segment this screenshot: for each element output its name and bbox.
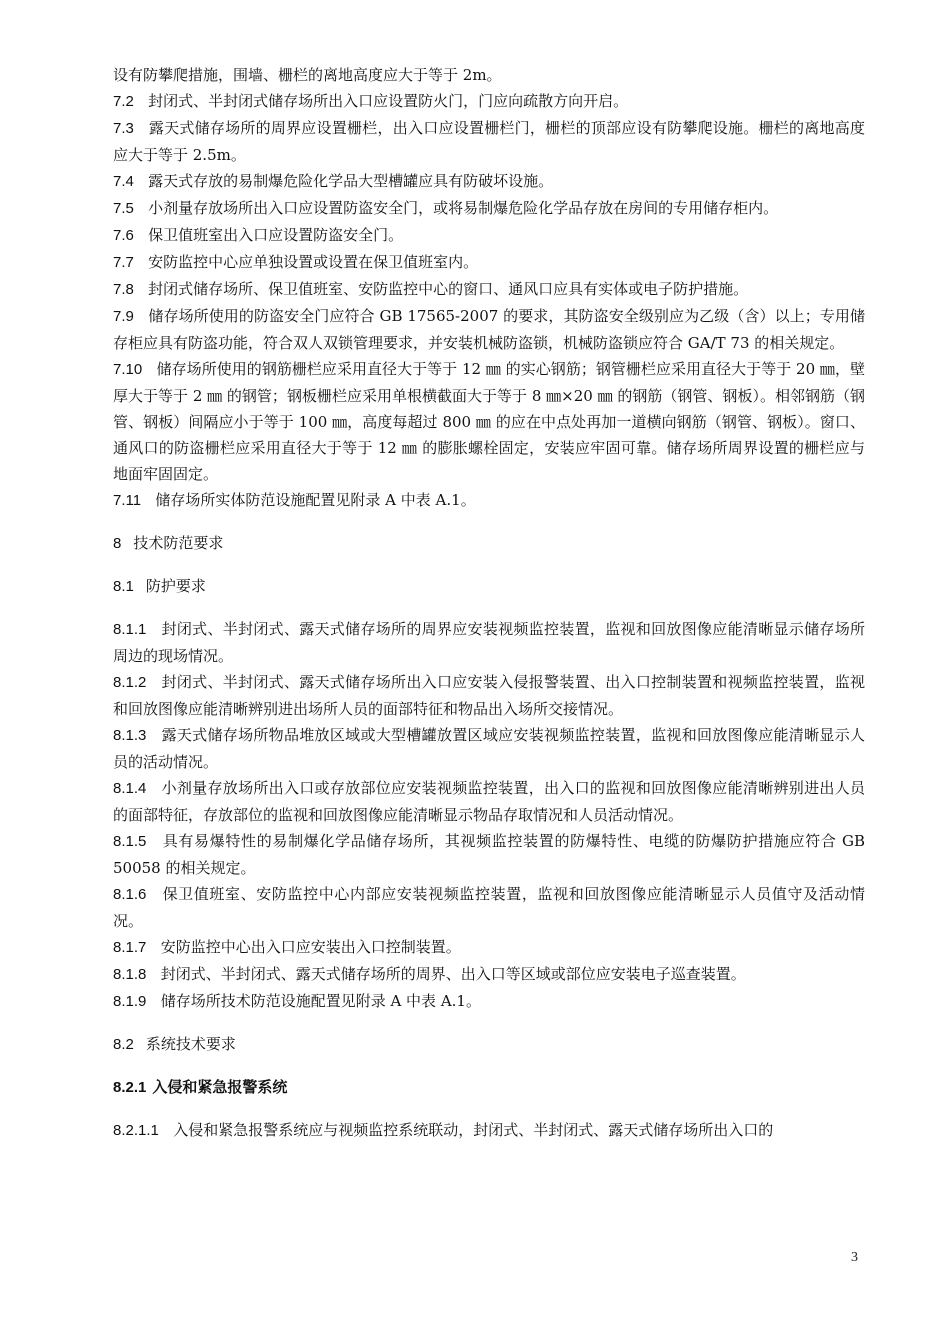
section-heading-8-1 <box>113 573 865 600</box>
clause-8-1-4 <box>113 775 865 828</box>
clause-number: 8.1.1 <box>113 621 147 638</box>
clause-8-2-1-1 <box>113 1117 865 1144</box>
clause-8-1-5 <box>113 828 865 881</box>
clause-number: 7.9 <box>113 308 134 325</box>
clause-7-7 <box>113 249 865 276</box>
clause-number: 8.2.1.1 <box>113 1122 159 1139</box>
clause-8-1-2 <box>113 669 865 722</box>
clause-text: 入侵和紧急报警系统应与视频监控系统联动，封闭式、半封闭式、露天式储存场所出入口的 <box>173 1121 774 1139</box>
clause-number: 7.7 <box>113 254 134 271</box>
clause-text: 露天式储存场所的周界应设置栅栏，出入口应设置栅栏门，栅栏的顶部应设有防攀爬设施。栅栏的离地高度应大于等于 2.5m。 <box>113 119 865 164</box>
clause-text: 封闭式、半封闭式储存场所出入口应设置防火门，门应向疏散方向开启。 <box>148 92 629 110</box>
clause-text: 封闭式、半封闭式、露天式储存场所的周界应安装视频监控装置，监视和回放图像应能清晰显示储存场所周边的现场情况。 <box>113 620 865 665</box>
clause-text: 安防监控中心出入口应安装出入口控制装置。 <box>160 938 461 956</box>
clause-number: 8.1.2 <box>113 674 147 691</box>
clause-7-3 <box>113 115 865 168</box>
clause-number: 7.2 <box>113 93 134 110</box>
clause-text: 封闭式储存场所、保卫值班室、安防监控中心的窗口、通风口应具有实体或电子防护措施。 <box>148 280 749 298</box>
clause-number: 7.6 <box>113 227 134 244</box>
paragraph-continuation <box>113 62 865 88</box>
clause-8-1-9 <box>113 988 865 1015</box>
clause-text: 储存场所实体防范设施配置见附录 A 中表 A.1。 <box>155 491 476 509</box>
clause-8-1-8 <box>113 961 865 988</box>
clause-text: 小剂量存放场所出入口或存放部位应安装视频监控装置，出入口的监视和回放图像应能清晰辨别进出人员的面部特征，存放部位的监视和回放图像应能清晰显示物品存取情况和人员活动情况。 <box>113 779 865 824</box>
clause-7-2 <box>113 88 865 115</box>
clause-text: 封闭式、半封闭式、露天式储存场所的周界、出入口等区域或部位应安装电子巡查装置。 <box>160 965 746 983</box>
page-number: 3 <box>851 1250 858 1265</box>
clause-number: 8.1.6 <box>113 886 147 903</box>
clause-7-10 <box>113 356 865 487</box>
clause-number: 7.3 <box>113 120 134 137</box>
clause-7-11 <box>113 487 865 514</box>
clause-number: 8.1.8 <box>113 966 147 983</box>
section-heading-8 <box>113 530 865 557</box>
clause-text: 小剂量存放场所出入口应设置防盗安全门，或将易制爆危险化学品存放在房间的专用储存柜内。 <box>148 199 779 217</box>
clause-7-8 <box>113 276 865 303</box>
clause-8-1-3 <box>113 722 865 775</box>
heading-title: 技术防范要求 <box>133 534 224 552</box>
heading-number: 8.2 <box>113 1036 134 1053</box>
section-heading-8-2-1 <box>113 1074 865 1101</box>
heading-number: 8.1 <box>113 578 134 595</box>
clause-number: 7.11 <box>113 492 142 509</box>
clause-number: 7.4 <box>113 173 134 190</box>
clause-number: 8.1.5 <box>113 833 147 850</box>
clause-text: 安防监控中心应单独设置或设置在保卫值班室内。 <box>148 253 479 271</box>
clause-text: 储存场所使用的防盗安全门应符合 GB 17565-2007 的要求，其防盗安全级别应为乙级（含）以上；专用储存柜应具有防盗功能，符合双人双锁管理要求，并安装机械防盗锁，机械防盗锁应符合 GA/T 73 的相关规定。 <box>113 307 865 352</box>
clause-number: 7.8 <box>113 281 134 298</box>
clause-number: 8.1.7 <box>113 939 147 956</box>
clause-text: 具有易爆特性的易制爆化学品储存场所，其视频监控装置的防爆特性、电缆的防爆防护措施应符合 GB 50058 的相关规定。 <box>113 832 865 877</box>
heading-number: 8 <box>113 535 122 552</box>
clause-text: 保卫值班室、安防监控中心内部应安装视频监控装置，监视和回放图像应能清晰显示人员值守及活动情况。 <box>113 885 865 930</box>
heading-title: 入侵和紧急报警系统 <box>152 1078 288 1096</box>
clause-7-4 <box>113 168 865 195</box>
clause-number: 8.1.3 <box>113 727 147 744</box>
clause-7-5 <box>113 195 865 222</box>
heading-title: 系统技术要求 <box>145 1035 236 1053</box>
clause-number: 8.1.4 <box>113 780 147 797</box>
clause-text: 封闭式、半封闭式、露天式储存场所出入口应安装入侵报警装置、出入口控制装置和视频监控装置，监视和回放图像应能清晰辨别进出场所人员的面部特征和物品出入场所交接情况。 <box>113 673 865 718</box>
clause-8-1-6 <box>113 881 865 934</box>
spacer <box>113 1101 865 1117</box>
clause-8-1-7 <box>113 934 865 961</box>
section-heading-8-2 <box>113 1031 865 1058</box>
spacer <box>113 1058 865 1074</box>
clause-text: 露天式存放的易制爆危险化学品大型槽罐应具有防破坏设施。 <box>148 172 554 190</box>
spacer <box>113 514 865 530</box>
clause-text: 露天式储存场所物品堆放区域或大型槽罐放置区域应安装视频监控装置，监视和回放图像应能清晰显示人员的活动情况。 <box>113 726 865 771</box>
document-body <box>113 62 865 1144</box>
clause-8-1-1 <box>113 616 865 669</box>
heading-number: 8.2.1 <box>113 1079 147 1096</box>
clause-text: 储存场所使用的钢筋栅栏应采用直径大于等于 12 ㎜ 的实心钢筋；钢管栅栏应采用直径大于等于 20 ㎜，壁厚大于等于 2 ㎜ 的钢管；钢板栅栏应采用单根横截面大于等于 8 ㎜×20 ㎜ 的钢筋（钢管、钢板）。相邻钢筋（钢管、钢板）间隔应小于等于 100 ㎜，高度每超过 800 ㎜ 的应在中点处再加一道横向钢筋（钢管、钢板）。窗口、通风口的防盗栅栏应采用直径大于等于 12 ㎜ 的膨胀螺栓固定，安装应牢固可靠。储存场所周界设置的栅栏应与地面牢固固定。 <box>113 360 865 483</box>
clause-text: 储存场所技术防范设施配置见附录 A 中表 A.1。 <box>160 992 481 1010</box>
clause-number: 7.10 <box>113 361 143 378</box>
spacer <box>113 557 865 573</box>
clause-number: 8.1.9 <box>113 993 147 1010</box>
spacer <box>113 600 865 616</box>
heading-title: 防护要求 <box>145 577 206 595</box>
clause-number: 7.5 <box>113 200 134 217</box>
clause-7-6 <box>113 222 865 249</box>
paragraph-text: 设有防攀爬措施，围墙、栅栏的离地高度应大于等于 2m。 <box>113 66 502 84</box>
clause-text: 保卫值班室出入口应设置防盗安全门。 <box>148 226 404 244</box>
clause-7-9 <box>113 303 865 356</box>
spacer <box>113 1015 865 1031</box>
